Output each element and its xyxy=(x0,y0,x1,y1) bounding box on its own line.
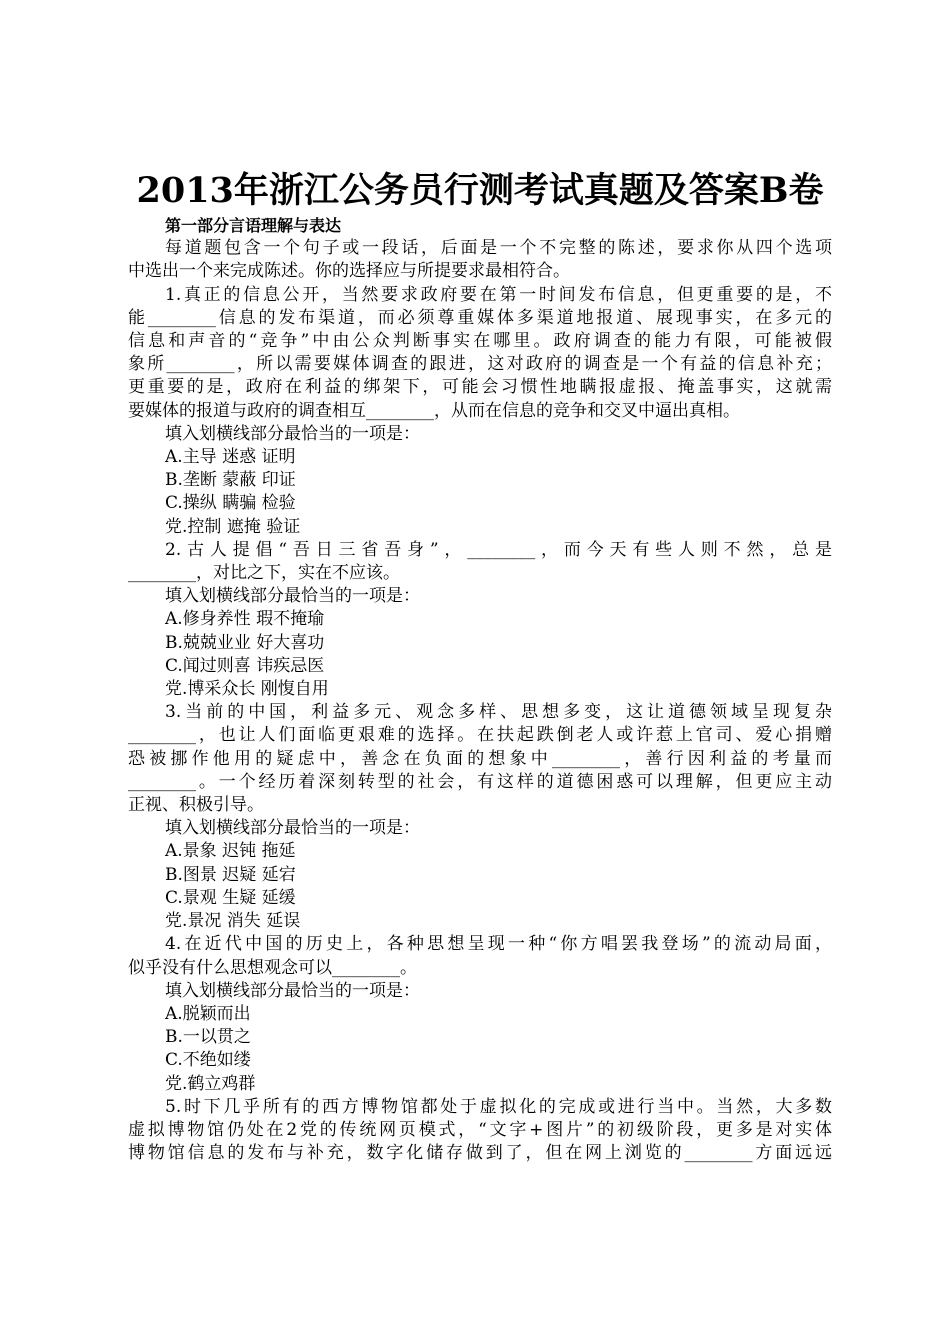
text-line: A.景象 迟钝 拖延 xyxy=(165,841,296,862)
text-line: 3.当前的中国，利益多元、观念多样、思想多变，这让道德领域呈现复杂 xyxy=(165,702,832,723)
text-line: 要媒体的报道与政府的调查相互________，从而在信息的竞争和交叉中逼出真相。 xyxy=(128,400,740,421)
text-line: 党.景况 消失 延误 xyxy=(165,911,301,932)
text-line: 填入划横线部分最恰当的一项是： xyxy=(165,980,420,1001)
text-line: 中选出一个来完成陈述。你的选择应与所提要求最相符合。 xyxy=(128,261,570,282)
text-line: 正视、积极引导。 xyxy=(128,795,264,816)
text-line: 5.时下几乎所有的西方博物馆都处于虚拟化的完成或进行当中。当然，大多数 xyxy=(165,1096,832,1117)
text-line: 更重要的是，政府在利益的绑架下，可能会习惯性地瞒报虚报、掩盖事实，这就需 xyxy=(128,377,832,398)
text-line: ________。一个经历着深刻转型的社会，有这样的道德困惑可以理解，但更应主动 xyxy=(128,771,832,792)
text-line: C.操纵 瞒骗 检验 xyxy=(165,493,296,514)
text-line: C.景观 生疑 延缓 xyxy=(165,887,296,908)
text-line: 虚拟博物馆仍处在2党的传统网页模式，“文字+图片”的初级阶段，更多是对实体 xyxy=(128,1119,832,1140)
text-line: 填入划横线部分最恰当的一项是： xyxy=(165,818,420,839)
text-line: 填入划横线部分最恰当的一项是： xyxy=(165,586,420,607)
text-line: B.垄断 蒙蔽 印证 xyxy=(165,470,296,491)
text-line: B.图景 迟疑 延宕 xyxy=(165,864,296,885)
text-line: 党.博采众长 刚愎自用 xyxy=(165,679,329,700)
text-line: 能________信息的发布渠道，而必须尊重媒体多渠道地报道、展现事实，在多元的 xyxy=(128,307,832,328)
text-line: B.一以贯之 xyxy=(165,1027,251,1048)
text-line: ________，也让人们面临更艰难的选择。在扶起跌倒老人或许惹上官司、爱心捐赠 xyxy=(128,725,832,746)
text-line: 似乎没有什么思想观念可以________。 xyxy=(128,957,417,978)
document-body xyxy=(128,214,832,1165)
document-title: 2013年浙江公务员行测考试真题及答案B卷 xyxy=(136,170,824,211)
text-line: A.脱颖而出 xyxy=(165,1003,251,1024)
text-line: A.修身养性 瑕不掩瑜 xyxy=(165,609,325,630)
document-page xyxy=(128,168,832,1165)
text-line: 4.在近代中国的历史上，各种思想呈现一种“你方唱罢我登场”的流动局面， xyxy=(165,934,832,955)
text-line: A.主导 迷惑 证明 xyxy=(165,447,296,468)
text-line: 党.鹤立鸡群 xyxy=(165,1073,256,1094)
text-line: 象所________，所以需要媒体调查的跟进，这对政府的调查是一个有益的信息补充； xyxy=(128,354,832,375)
text-line: 每道题包含一个句子或一段话，后面是一个不完整的陈述，要求你从四个选项 xyxy=(165,238,832,259)
text-line: 党.控制 遮掩 验证 xyxy=(165,516,301,537)
text-line: B.兢兢业业 好大喜功 xyxy=(165,632,325,653)
text-line: 2.古人提倡“吾日三省吾身”，________，而今天有些人则不然，总是 xyxy=(165,539,832,560)
section-heading: 第一部分言语理解与表达 xyxy=(165,216,342,235)
text-line: 博物馆信息的发布与补充，数字化储存做到了，但在网上浏览的________方面远远 xyxy=(128,1143,832,1164)
text-line: C.不绝如缕 xyxy=(165,1050,251,1071)
text-line: 信息和声音的“竞争”中由公众判断事实在哪里。政府调查的能力有限，可能被假 xyxy=(128,331,832,352)
text-line: ________，对比之下，实在不应该。 xyxy=(128,563,400,584)
text-line: 1.真正的信息公开，当然要求政府要在第一时间发布信息，但更重要的是，不 xyxy=(165,284,832,305)
text-line: C.闻过则喜 讳疾忌医 xyxy=(165,655,325,676)
text-line: 填入划横线部分最恰当的一项是： xyxy=(165,423,420,444)
text-line: 恐被挪作他用的疑虑中，善念在负面的想象中________，善行因利益的考量而 xyxy=(128,748,832,769)
